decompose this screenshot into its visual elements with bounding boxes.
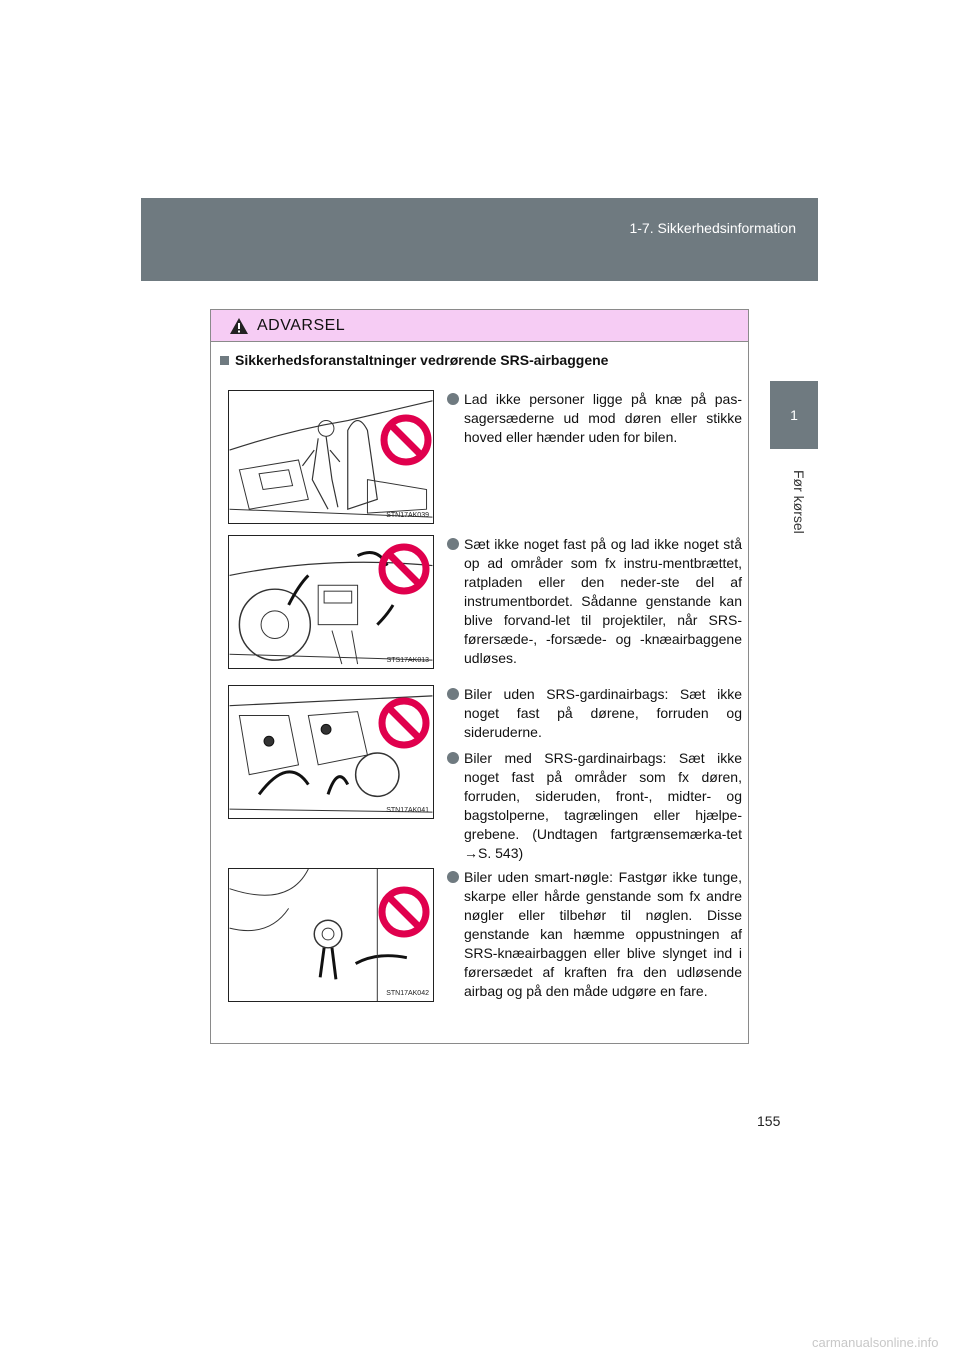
chapter-title: 1-7. Sikkerhedsinformation xyxy=(629,220,796,236)
prohibition-icon xyxy=(377,542,431,596)
illustration-code: STN17AK039 xyxy=(386,512,429,519)
bullet-dot-icon xyxy=(447,871,459,883)
chapter-side-label: Før kørsel xyxy=(791,470,807,534)
warning-title: ADVARSEL xyxy=(257,316,346,334)
bullet-dot-icon xyxy=(447,393,459,405)
prohibition-icon xyxy=(379,413,433,467)
bullet-paragraph: Biler med SRS-gardinairbags: Sæt ikke noget fast på områder som fx døren, forruden, sideruden, front-, midter- og bagstolperne, tagrælingen eller hjælpe-grebene. (Undtagen fartgrænsemærka-tet →S. 543) xyxy=(447,749,742,863)
warning-item-4 xyxy=(447,868,742,1008)
bullet-dot-icon xyxy=(447,688,459,700)
bullet-paragraph: Lad ikke personer ligge på knæ på pas-sagersæderne ud mod døren eller stikke hoved eller hænder uden for bilen. xyxy=(447,390,742,447)
illustration-dashboard-objects xyxy=(228,535,434,669)
warning-header xyxy=(211,310,748,342)
illustration-code: STN17AK041 xyxy=(386,807,429,814)
bullet-paragraph: Sæt ikke noget fast på og lad ikke noget stå op ad områder som fx instru-mentbrættet, ratpladen eller den neder-ste del af instrumentbordet. Sådanne genstande kan blive forvand-let til projektiler, når SRS-førersæde-, -forsæde- og -knæairbaggene udløses. xyxy=(447,535,742,668)
section-title-text: Sikkerhedsforanstaltninger vedrørende SRS-airbaggene xyxy=(235,352,609,368)
warning-item-2 xyxy=(447,535,742,675)
illustration-key-ignition xyxy=(228,868,434,1002)
warning-triangle-icon xyxy=(229,317,249,335)
warning-box xyxy=(210,309,749,1044)
illustration-curtain-airbag-area xyxy=(228,685,434,819)
illustration-code: STN17AK042 xyxy=(386,990,429,997)
chapter-tab: 1 xyxy=(770,381,818,449)
section-title xyxy=(220,352,608,368)
watermark-link[interactable]: carmanualsonline.info xyxy=(812,1335,939,1350)
bullet-dot-icon xyxy=(447,752,459,764)
bullet-paragraph: Biler uden SRS-gardinairbags: Sæt ikke noget fast på dørene, forruden og sideruderne. xyxy=(447,685,742,742)
warning-item-1 xyxy=(447,390,742,454)
warning-item-3 xyxy=(447,685,742,870)
bullet-paragraph: Biler uden smart-nøgle: Fastgør ikke tunge, skarpe eller hårde genstande som fx andre nøgler eller tilbehør til nøglen. Disse genstande kan hæmme oppustningen af SRS-knæairbaggen eller blive slynget ind i førersædet af kraften fra den udløsende airbag og på den måde udgøre en fare. xyxy=(447,868,742,1001)
illustration-passenger-kneeling xyxy=(228,390,434,524)
prohibition-icon xyxy=(377,885,431,939)
square-bullet-icon xyxy=(220,356,229,365)
illustration-code: STS17AK013 xyxy=(386,657,429,664)
chapter-header-band xyxy=(141,198,818,281)
bullet-dot-icon xyxy=(447,538,459,550)
page-number: 155 xyxy=(757,1113,781,1129)
prohibition-icon xyxy=(377,696,431,750)
